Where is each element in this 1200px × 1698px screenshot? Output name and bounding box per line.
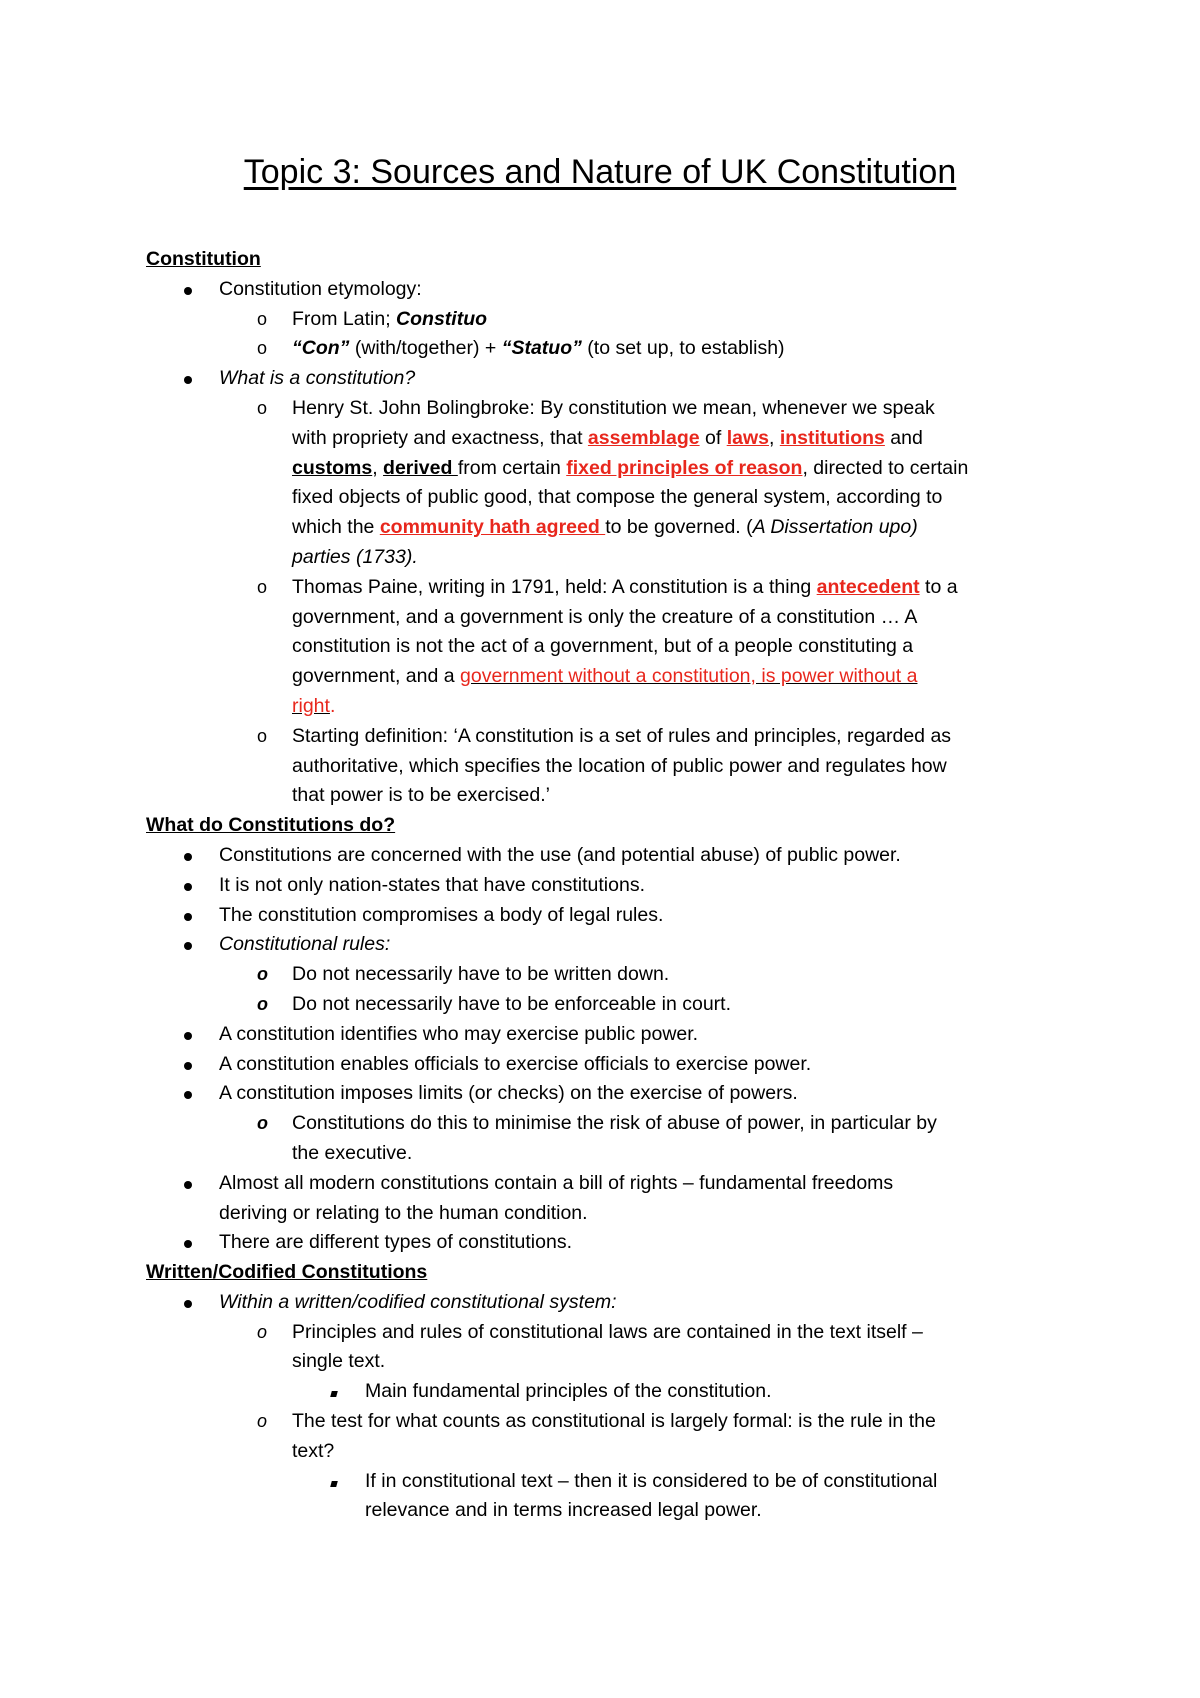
highlight-term: laws (726, 426, 769, 449)
continuation-line (146, 483, 1076, 513)
sub-item (146, 305, 1076, 335)
text-run: There are different types of constitutions. (219, 1231, 572, 1254)
sub-sub-item (146, 1377, 1076, 1407)
bullet-item (146, 1020, 1076, 1050)
circle-bullet-icon: o (257, 308, 268, 329)
bullet-icon (184, 901, 192, 931)
text-run: , (372, 456, 384, 479)
continuation-line (146, 1437, 1076, 1467)
text-run: of (699, 426, 727, 449)
bullet-item (146, 1079, 1076, 1109)
latin-term: “Statuo” (501, 337, 582, 360)
continuation-line (146, 513, 1076, 543)
text-run: to be governed. ( (605, 516, 753, 539)
highlight-term: right (292, 694, 330, 717)
text-run: If in constitutional text – then it is considered to be of constitutional (365, 1469, 938, 1492)
text-run: single text. (292, 1350, 386, 1373)
section-heading-what-do-constitutions-do: What do Constitutions do? (146, 814, 396, 837)
circle-bullet-icon: o (257, 1113, 268, 1134)
text-run: deriving or relating to the human condition. (219, 1201, 588, 1224)
circle-bullet-icon: o (257, 1321, 268, 1342)
text-run: Principles and rules of constitutional laws are contained in the text itself – (292, 1320, 923, 1343)
continuation-line (146, 424, 1076, 454)
sub-item (146, 394, 1076, 424)
circle-bullet-icon: o (257, 725, 268, 746)
continuation-line (146, 632, 1076, 662)
text-run: constitution is not the act of a government, but of a people constituting a (292, 635, 914, 658)
item-text: Constitution etymology: (219, 277, 422, 300)
continuation-line (146, 1139, 1076, 1169)
bullet-icon (184, 364, 192, 394)
square-bullet-icon (331, 1467, 337, 1497)
text-run: A constitution imposes limits (or checks) on the exercise of powers. (219, 1082, 798, 1105)
bullet-icon (184, 1020, 192, 1050)
latin-term: Constituo (396, 307, 488, 330)
text-run: . (329, 694, 336, 717)
text-run: It is not only nation-states that have constitutions. (219, 873, 645, 896)
bullet-item (146, 1228, 1076, 1258)
sub-item (146, 990, 1076, 1020)
sub-item (146, 960, 1076, 990)
bullet-item (146, 1288, 1076, 1318)
highlight-term: assemblage (587, 426, 700, 449)
bullet-item (146, 364, 1076, 394)
text-run: Within a written/codified constitutional system: (219, 1290, 617, 1313)
emphasis-term: customs (292, 456, 373, 479)
text-run: which the (292, 516, 380, 539)
continuation-line (146, 781, 1076, 811)
text-run: Constitutions are concerned with the use (and potential abuse) of public power. (219, 843, 901, 866)
continuation-line (146, 1496, 1076, 1526)
sub-item (146, 1407, 1076, 1437)
text-run: Do not necessarily have to be enforceable in court. (292, 992, 732, 1015)
section-heading-constitution: Constitution (146, 248, 261, 270)
highlight-term: community hath agreed (379, 516, 606, 539)
item-text: (to set up, to establish) (581, 337, 785, 360)
text-run: Main fundamental principles of the constitution. (365, 1380, 772, 1403)
text-run: from certain (457, 456, 567, 479)
text-run: Constitutions do this to minimise the risk of abuse of power, in particular by (292, 1112, 937, 1135)
sub-item (146, 1109, 1076, 1139)
text-run: A constitution identifies who may exercise public power. (219, 1022, 699, 1045)
bullet-icon (184, 1228, 192, 1258)
item-text: What is a constitution? (219, 367, 416, 390)
bullet-icon (184, 275, 192, 305)
circle-bullet-icon: o (257, 397, 268, 418)
text-run: with propriety and exactness, that (292, 426, 588, 449)
text-run: , directed to certain (802, 456, 969, 479)
text-run: Do not necessarily have to be written down. (292, 963, 670, 986)
circle-bullet-icon: o (257, 576, 268, 597)
text-run: The constitution compromises a body of legal rules. (219, 903, 664, 926)
circle-bullet-icon: o (257, 993, 268, 1014)
continuation-line (146, 752, 1076, 782)
bullet-item (146, 841, 1076, 871)
bullet-item (146, 1169, 1076, 1199)
continuation-line (146, 692, 1076, 722)
sub-item (146, 1318, 1076, 1348)
bullet-item (146, 871, 1076, 901)
text-run: the executive. (292, 1141, 413, 1164)
continuation-line (146, 603, 1076, 633)
text-run: fixed objects of public good, that compose the general system, according to (292, 486, 943, 509)
square-bullet-icon (331, 1377, 337, 1407)
text-run: A constitution enables officials to exercise officials to exercise power. (219, 1052, 812, 1075)
bullet-icon (184, 1079, 192, 1109)
highlight-term: fixed principles of reason (566, 456, 803, 479)
text-run: , (768, 426, 780, 449)
text-run: Almost all modern constitutions contain a bill of rights – fundamental freedoms (219, 1171, 894, 1194)
continuation-line (146, 1199, 1076, 1229)
bullet-item (146, 275, 1076, 305)
circle-bullet-icon: o (257, 964, 268, 985)
bullet-item (146, 930, 1076, 960)
text-run: text? (292, 1439, 335, 1462)
section-heading-written-codified: Written/Codified Constitutions (146, 1261, 428, 1284)
sub-item (146, 722, 1076, 752)
text-run: Thomas Paine, writing in 1791, held: A constitution is a thing (292, 575, 817, 598)
continuation-line (146, 1347, 1076, 1377)
document-body (146, 245, 1076, 1526)
sub-item (146, 573, 1076, 603)
text-run: Constitutional rules: (219, 933, 391, 956)
bullet-icon (184, 871, 192, 901)
bullet-item (146, 901, 1076, 931)
sub-sub-item (146, 1467, 1076, 1497)
text-run: Starting definition: ‘A constitution is a set of rules and principles, regarded as (292, 724, 952, 747)
bullet-icon (184, 1050, 192, 1080)
continuation-line (146, 454, 1076, 484)
emphasis-term: derived (383, 456, 458, 479)
continuation-line (146, 543, 1076, 573)
text-run: government, and a (292, 665, 461, 688)
continuation-line (146, 662, 1076, 692)
latin-term: “Con” (292, 337, 350, 360)
bullet-icon (184, 1169, 192, 1199)
bullet-icon (184, 1288, 192, 1318)
text-run: The test for what counts as constitutional is largely formal: is the rule in the (292, 1410, 936, 1433)
page-title: Topic 3: Sources and Nature of UK Constitution (243, 153, 957, 191)
highlight-term: antecedent (816, 575, 920, 598)
text-run: government, and a government is only the creature of a constitution … A (292, 605, 918, 628)
text-run: that power is to be exercised.’ (292, 784, 550, 807)
text-run: to a (919, 575, 958, 598)
item-text: (with/together) + (349, 337, 502, 360)
highlight-term: institutions (779, 426, 885, 449)
text-run: and (884, 426, 923, 449)
bullet-icon (184, 841, 192, 871)
highlight-term: government without a constitution, is power without a (460, 665, 918, 688)
circle-bullet-icon: o (257, 1411, 268, 1432)
citation: A Dissertation upo) (752, 516, 918, 539)
text-run: authoritative, which specifies the location of public power and regulates how (292, 754, 947, 777)
text-run: relevance and in terms increased legal power. (365, 1499, 762, 1522)
sub-item (146, 334, 1076, 364)
citation: parties (1733). (292, 545, 418, 568)
circle-bullet-icon: o (257, 338, 268, 359)
bullet-icon (184, 930, 192, 960)
item-text: Henry St. John Bolingbroke: By constitution we mean, whenever we speak (292, 396, 935, 419)
item-text: From Latin; (292, 307, 397, 330)
bullet-item (146, 1050, 1076, 1080)
